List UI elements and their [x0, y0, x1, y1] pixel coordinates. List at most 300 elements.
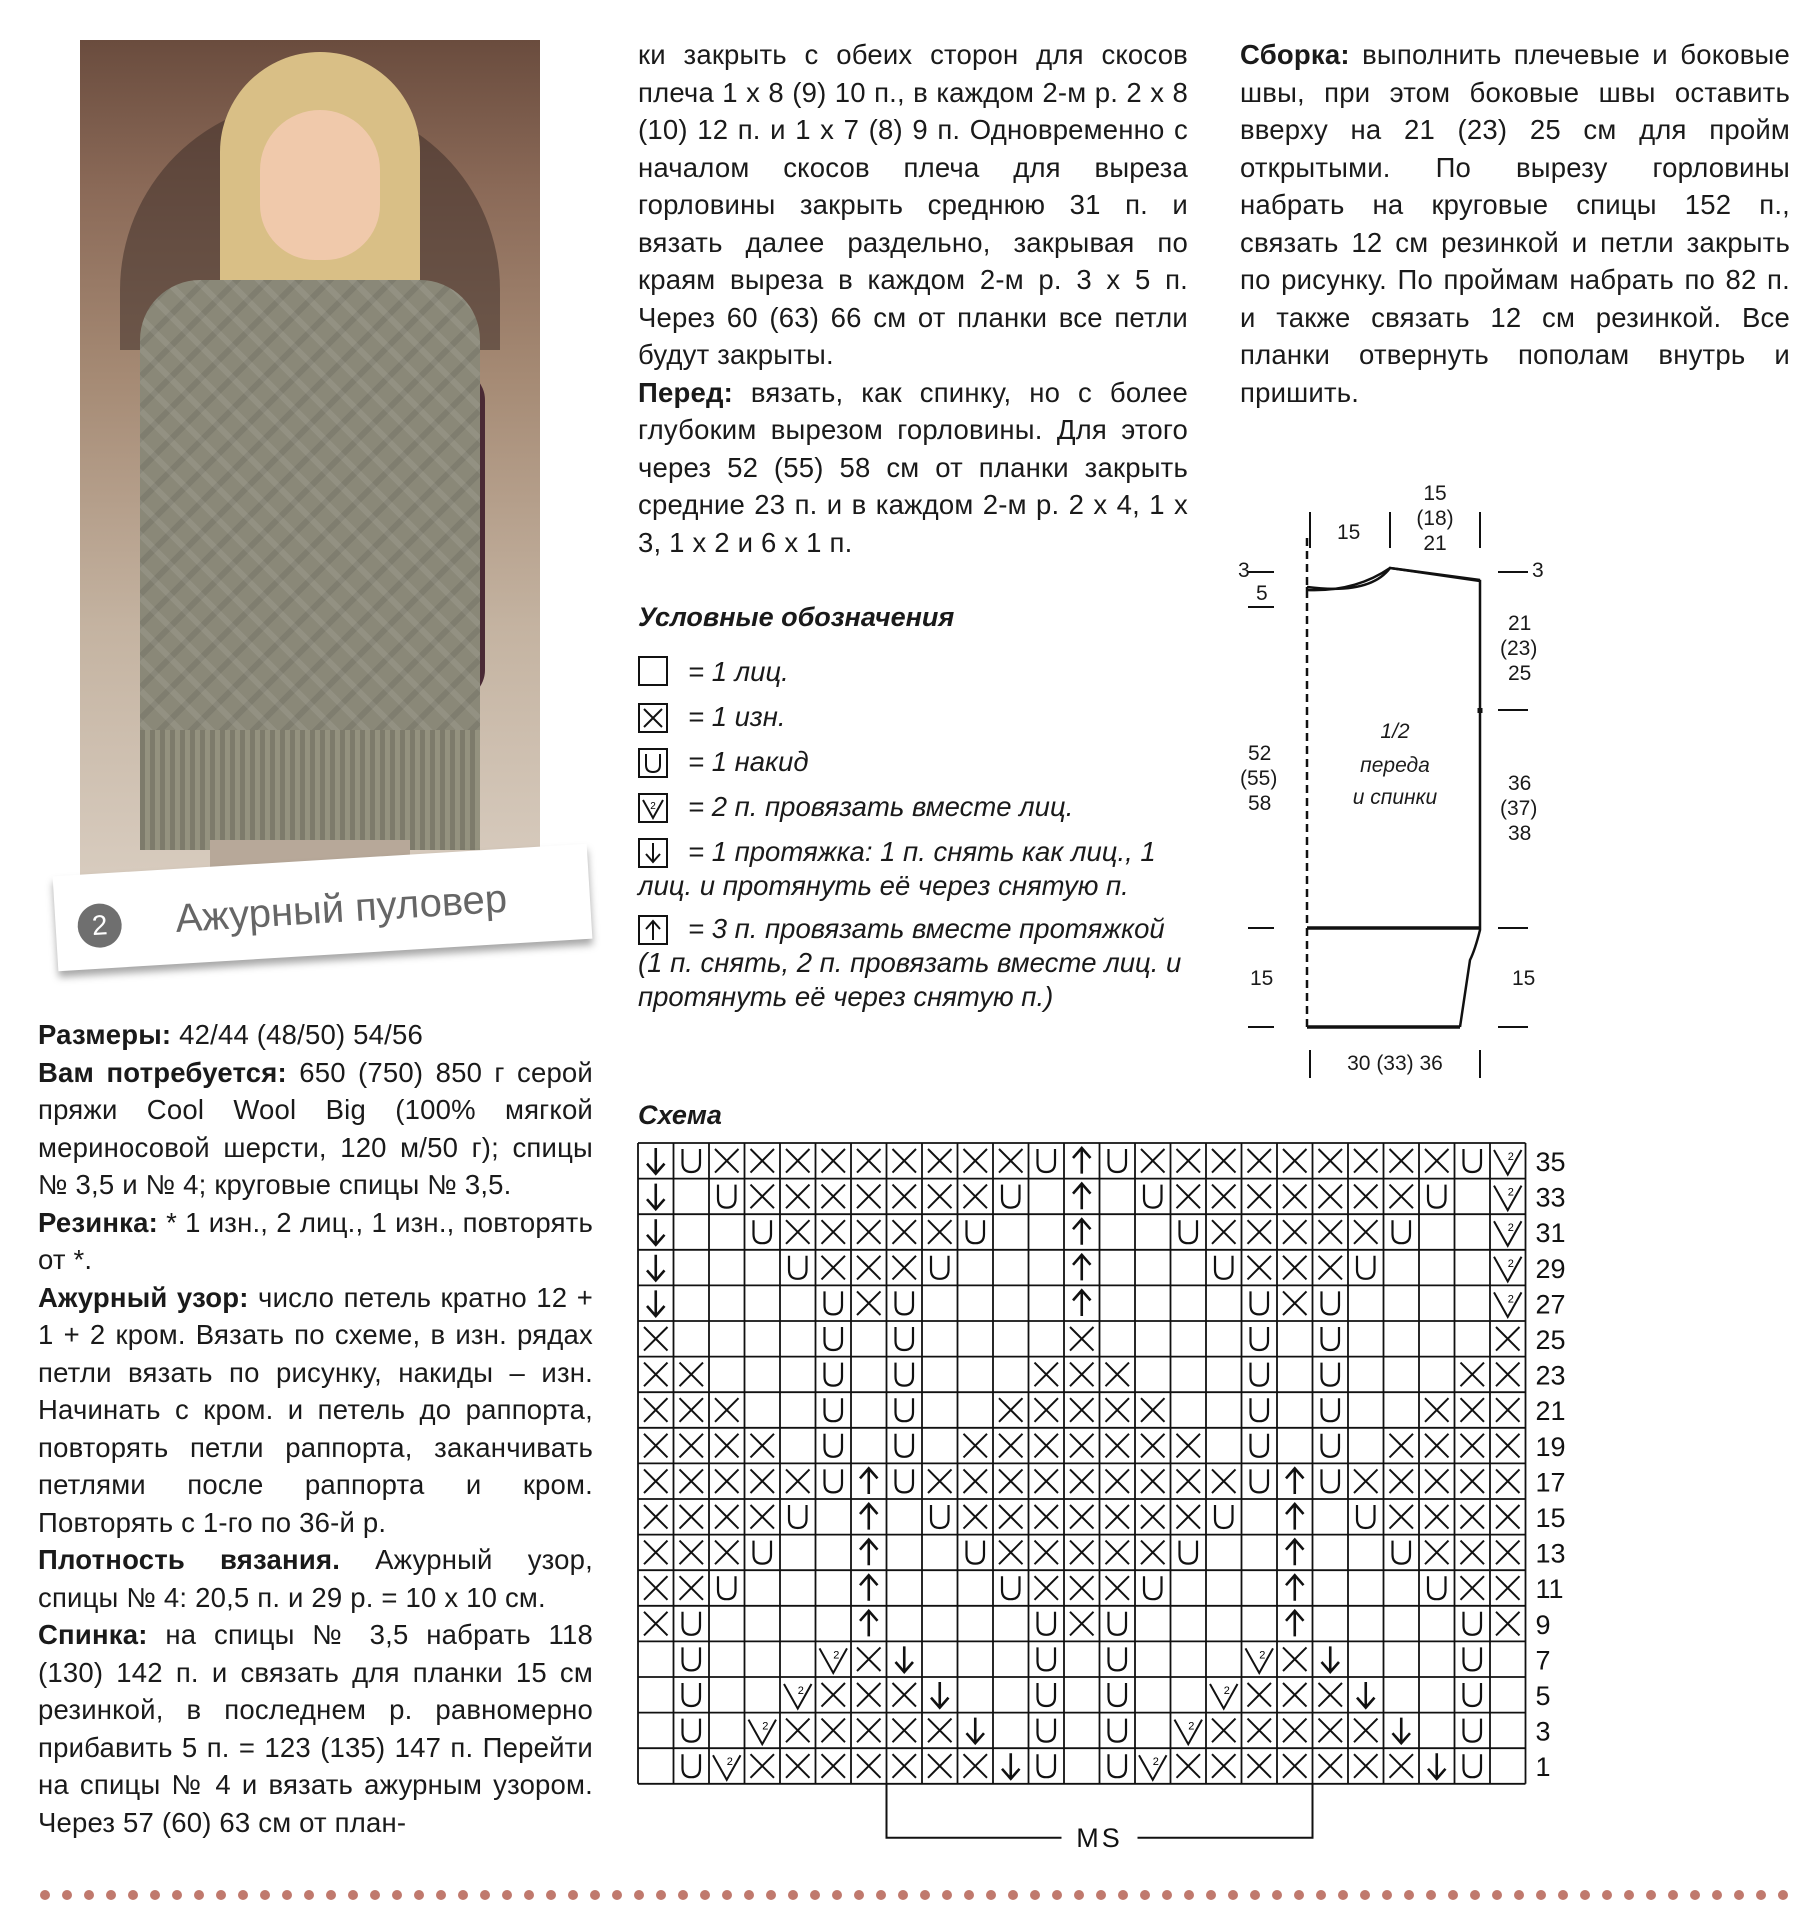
separator-dot: [524, 1890, 534, 1900]
separator-dot: [1338, 1890, 1348, 1900]
purl-mark: [751, 1754, 775, 1778]
pattern-number: 2: [76, 902, 123, 949]
yarn-over-mark: [1464, 1719, 1482, 1742]
separator-dot: [590, 1890, 600, 1900]
k2tog-mark-label: 2: [1223, 1685, 1230, 1697]
pattern-title: Ажурный пуловер: [174, 876, 509, 941]
yarn-over-mark: [1322, 1291, 1340, 1314]
skpo-mark: [647, 1148, 665, 1174]
lace-label: Ажурный узор:: [38, 1281, 249, 1313]
purl-mark: [857, 1256, 881, 1280]
separator-dot: [62, 1890, 72, 1900]
purl-mark: [1496, 1398, 1520, 1422]
separator-dot: [1382, 1890, 1392, 1900]
purl-mark: [1070, 1398, 1094, 1422]
purl-mark: [822, 1683, 846, 1707]
rib-label: Резинка:: [38, 1206, 158, 1238]
separator-dot: [436, 1890, 446, 1900]
k2tog-mark-label: 2: [726, 1756, 733, 1769]
sizes-text: 42/44 (48/50) 54/56: [171, 1019, 423, 1050]
legend-text: = 1 накид: [688, 746, 809, 777]
separator-dot: [1162, 1890, 1172, 1900]
purl-mark: [1248, 1149, 1272, 1173]
yarn-over-mark: [1251, 1398, 1269, 1421]
yarn-over-mark: [683, 1683, 701, 1706]
purl-mark: [644, 1363, 668, 1387]
materials-text: 650 (750) 850 г серой пряжи Cool Wool Big (100% мягкой мериносовой шерсти, 120 м/50 г); спицы № 3,5 и № 4; круговые спицы № 3,5.: [38, 1056, 593, 1200]
yarn-over-mark: [1038, 1647, 1056, 1670]
purl-mark: [964, 1185, 988, 1209]
sk2po-mark: [1286, 1540, 1304, 1566]
sk2po-mark: [860, 1540, 878, 1566]
separator-dot: [1712, 1890, 1722, 1900]
separator-dot: [612, 1890, 622, 1900]
purl-mark: [1425, 1469, 1449, 1493]
purl-mark: [893, 1683, 917, 1707]
purl-mark: [1496, 1327, 1520, 1351]
purl-mark: [999, 1541, 1023, 1565]
purl-mark: [999, 1434, 1023, 1458]
legend-text: = 1 лиц.: [688, 656, 789, 687]
purl-mark: [857, 1683, 881, 1707]
yarn-over-mark: [754, 1220, 772, 1243]
yarn-over-mark: [896, 1434, 914, 1457]
purl-mark: [1319, 1719, 1343, 1743]
front-label: Перед:: [638, 376, 733, 408]
purl-mark: [1354, 1220, 1378, 1244]
purl-mark: [1035, 1398, 1059, 1422]
k2tog-mark-label: 2: [1507, 1257, 1514, 1270]
purl-mark: [644, 1541, 668, 1565]
purl-mark: [786, 1469, 810, 1493]
yarn-over-mark: [1322, 1327, 1340, 1350]
yarn-over-mark: [825, 1434, 843, 1457]
purl-mark: [715, 1505, 739, 1529]
k2tog-mark-label: 2: [762, 1720, 769, 1733]
purl-mark: [1283, 1719, 1307, 1743]
purl-mark: [644, 1576, 668, 1600]
purl-mark: [1106, 1398, 1130, 1422]
chart-row-number: 27: [1535, 1289, 1566, 1320]
purl-mark: [1035, 1541, 1059, 1565]
yarn-over-mark: [931, 1505, 949, 1528]
separator-dot: [106, 1890, 116, 1900]
yarn-over-mark: [1109, 1647, 1127, 1670]
purl-mark: [999, 1469, 1023, 1493]
purl-mark: [1248, 1185, 1272, 1209]
purl-mark: [1177, 1149, 1201, 1173]
purl-mark: [1319, 1683, 1343, 1707]
purl-mark: [1354, 1754, 1378, 1778]
purl-mark: [964, 1149, 988, 1173]
purl-mark: [1212, 1185, 1236, 1209]
purl-mark: [1070, 1469, 1094, 1493]
sk2po-mark: [1286, 1468, 1304, 1494]
purl-mark: [1070, 1505, 1094, 1529]
materials-label: Вам потребуется:: [38, 1056, 287, 1088]
separator-dot: [502, 1890, 512, 1900]
separator-dot: [656, 1890, 666, 1900]
purl-mark: [1212, 1469, 1236, 1493]
skpo-mark: [1322, 1646, 1340, 1672]
separator-dot: [876, 1890, 886, 1900]
purl-mark: [1141, 1505, 1165, 1529]
yarn-over-mark: [1428, 1185, 1446, 1208]
gauge-text: Ажурный узор, спицы № 4: 20,5 п. и 29 р. = 10 х 10 см.: [38, 1544, 593, 1613]
separator-dot: [1316, 1890, 1326, 1900]
purl-mark: [786, 1719, 810, 1743]
dim-bottom-width: 30 (33) 36: [1347, 1052, 1443, 1075]
dim-right-37: (37): [1500, 797, 1538, 820]
dim-left-3: 3: [1238, 559, 1250, 582]
k2tog-mark-label: 2: [1507, 1186, 1514, 1199]
purl-mark: [1141, 1149, 1165, 1173]
yarn-over-mark: [1215, 1256, 1233, 1279]
separator-dot: [920, 1890, 930, 1900]
purl-mark: [680, 1576, 704, 1600]
purl-mark: [680, 1363, 704, 1387]
separator-dot: [568, 1890, 578, 1900]
dim-bottom-right: 15: [1512, 967, 1536, 990]
purl-mark: [1106, 1505, 1130, 1529]
purl-mark: [857, 1754, 881, 1778]
separator-dot: [722, 1890, 732, 1900]
yarn-over-mark: [1109, 1612, 1127, 1635]
yarn-over-mark: [1144, 1576, 1162, 1599]
separator-dot: [1646, 1890, 1656, 1900]
yarn-over-mark: [1038, 1754, 1056, 1777]
assembly-text: выполнить плечевые и боковые швы, при этом боковые швы оставить вверху на 21 (23) 25 см для пройм открытыми. По вырезу горловины набрать на круговые спицы 152 п., связать 12 см резинкой и петли закрыть по рисунку. По проймам набрать по 82 п. и также связать 12 см резинкой. Все планки отвернуть пополам внутрь и пришить.: [1240, 39, 1790, 408]
purl-mark: [1212, 1754, 1236, 1778]
chart-row-number: 9: [1535, 1609, 1551, 1640]
purl-mark: [751, 1149, 775, 1173]
purl-mark: [928, 1719, 952, 1743]
purl-mark: [1070, 1576, 1094, 1600]
purl-mark: [1496, 1434, 1520, 1458]
lace-text: число петель кратно 12 + 1 + 2 кром. Вязать по схеме, в изн. рядах петли вязать по рисунку, накиды – изн. Начинать с кром. и петель до раппорта, повторять петли раппорта, заканчивать петлями после раппорта и кром. Повторять с 1-го по 36-й р.: [38, 1281, 593, 1538]
separator-dot: [1778, 1890, 1788, 1900]
yarn-over-mark: [1251, 1291, 1269, 1314]
purl-mark: [1496, 1469, 1520, 1493]
separator-dot: [766, 1890, 776, 1900]
separator-dot: [1536, 1890, 1546, 1900]
yarn-over-mark: [1464, 1683, 1482, 1706]
yarn-over-mark: [683, 1647, 701, 1670]
purl-mark: [1496, 1612, 1520, 1636]
dim-left-52: 52: [1248, 742, 1272, 765]
yarn-over-mark: [683, 1754, 701, 1777]
purl-mark: [644, 1398, 668, 1422]
yarn-over-mark: [1038, 1683, 1056, 1706]
separator-dot: [1030, 1890, 1040, 1900]
sk2po-mark: [1286, 1611, 1304, 1637]
yarn-over-mark: [1109, 1683, 1127, 1706]
purl-mark: [1425, 1505, 1449, 1529]
purl-mark: [1283, 1256, 1307, 1280]
purl-mark: [1354, 1185, 1378, 1209]
purl-mark: [1425, 1398, 1449, 1422]
rapport-bracket: [1138, 1784, 1313, 1838]
yarn-over-mark: [1251, 1469, 1269, 1492]
purl-mark: [786, 1149, 810, 1173]
purl-mark: [928, 1185, 952, 1209]
yarn-over-mark: [1322, 1469, 1340, 1492]
separator-dot: [128, 1890, 138, 1900]
yarn-over-mark: [1464, 1612, 1482, 1635]
purl-mark: [822, 1220, 846, 1244]
yarn-over-mark: [754, 1541, 772, 1564]
purl-mark: [893, 1719, 917, 1743]
purl-mark: [1212, 1719, 1236, 1743]
purl-mark: [1319, 1256, 1343, 1280]
yarn-over-mark: [1428, 1576, 1446, 1599]
yarn-over-mark: [1251, 1327, 1269, 1350]
purl-mark: [893, 1220, 917, 1244]
purl-mark: [857, 1647, 881, 1671]
separator-dot: [964, 1890, 974, 1900]
chart-row-number: 1: [1535, 1752, 1551, 1783]
separator-dot: [414, 1890, 424, 1900]
chart-row-number: 11: [1535, 1574, 1564, 1605]
dim-left-5: 5: [1256, 582, 1268, 605]
separator-dot: [84, 1890, 94, 1900]
k2tog-mark-label: 2: [833, 1649, 840, 1662]
purl-mark: [644, 1612, 668, 1636]
yarn-over-mark: [683, 1719, 701, 1742]
purl-mark: [964, 1505, 988, 1529]
yarn-over-mark: [825, 1291, 843, 1314]
chart-row-number: 17: [1535, 1467, 1566, 1498]
purl-mark: [893, 1185, 917, 1209]
purl-mark: [715, 1398, 739, 1422]
legend-text: = 3 п. провязать вместе протяжкой (1 п. снять, 2 п. провязать вместе лиц. и протянуть её через снятую п.): [638, 913, 1182, 1012]
yarn-over-mark: [1393, 1220, 1411, 1243]
separator-dot: [1184, 1890, 1194, 1900]
separator-dot: [1404, 1890, 1414, 1900]
yarn-over-mark: [1357, 1505, 1375, 1528]
separator-dot: [1668, 1890, 1678, 1900]
legend-text: = 1 изн.: [688, 701, 786, 732]
separator-dot: [480, 1890, 490, 1900]
separator-dot: [810, 1890, 820, 1900]
separator-dot: [260, 1890, 270, 1900]
chart-row-number: 35: [1535, 1147, 1566, 1177]
purl-mark: [1354, 1149, 1378, 1173]
purl-mark: [1177, 1185, 1201, 1209]
separator-dot: [986, 1890, 996, 1900]
purl-mark: [964, 1754, 988, 1778]
sk2po-mark: [1073, 1148, 1091, 1174]
yarn-over-mark: [896, 1291, 914, 1314]
yarn-over-mark: [718, 1576, 736, 1599]
yarn-over-mark: [1215, 1505, 1233, 1528]
purl-mark: [1177, 1505, 1201, 1529]
skpo-mark: [967, 1718, 985, 1744]
yarn-over-mark: [1038, 1719, 1056, 1742]
assembly-label: Сборка:: [1240, 39, 1350, 70]
purl-mark: [644, 1327, 668, 1351]
purl-mark: [1390, 1434, 1414, 1458]
yarn-over-mark: [1464, 1149, 1482, 1172]
purl-mark: [1425, 1149, 1449, 1173]
purl-mark: [1390, 1505, 1414, 1529]
purl-mark: [893, 1149, 917, 1173]
purl-mark: [857, 1719, 881, 1743]
purl-mark: [1248, 1220, 1272, 1244]
separator-dot: [348, 1890, 358, 1900]
purl-mark: [1177, 1469, 1201, 1493]
yarn-over-mark: [896, 1469, 914, 1492]
purl-mark: [1212, 1220, 1236, 1244]
purl-mark: [1319, 1185, 1343, 1209]
yarn-over-mark: [789, 1256, 807, 1279]
purl-mark: [1461, 1576, 1485, 1600]
skpo-mark: [647, 1219, 665, 1245]
gauge-label: Плотность вязания.: [38, 1544, 341, 1575]
purl-mark: [1461, 1363, 1485, 1387]
dim-right-38: 38: [1508, 822, 1532, 845]
separator-dot: [1250, 1890, 1260, 1900]
purl-mark: [1141, 1434, 1165, 1458]
chart-row-number: 21: [1535, 1396, 1566, 1427]
purl-mark: [1177, 1754, 1201, 1778]
yarn-over-mark: [1109, 1719, 1127, 1742]
purl-mark: [1319, 1754, 1343, 1778]
sizes-label: Размеры:: [38, 1019, 172, 1050]
legend-title: Условные обозначения: [638, 602, 955, 632]
purl-mark: [893, 1256, 917, 1280]
purl-mark: [680, 1505, 704, 1529]
sk2po-mark: [1286, 1575, 1304, 1601]
purl-mark: [1070, 1541, 1094, 1565]
purl-mark: [1425, 1434, 1449, 1458]
purl-mark: [715, 1149, 739, 1173]
dim-right-3: 3: [1532, 559, 1544, 582]
k2tog-mark-label: 2: [1188, 1720, 1195, 1733]
chart-row-number: 15: [1535, 1503, 1566, 1533]
purl-mark: [1283, 1220, 1307, 1244]
yarn-over-mark: [789, 1505, 807, 1528]
purl-mark: [1319, 1149, 1343, 1173]
back-label: Спинка:: [38, 1619, 148, 1650]
k2tog-mark-label: 2: [1507, 1222, 1514, 1235]
separator-dot: [216, 1890, 226, 1900]
purl-mark: [1283, 1647, 1307, 1671]
purl-mark: [1319, 1220, 1343, 1244]
purl-mark: [1106, 1363, 1130, 1387]
purl-mark: [1496, 1576, 1520, 1600]
schema-title: Схема: [638, 1100, 722, 1130]
separator-dot: [1492, 1890, 1502, 1900]
yarn-over-mark: [1322, 1398, 1340, 1421]
separator-dot: [150, 1890, 160, 1900]
purl-mark: [751, 1434, 775, 1458]
rib-text: * 1 изн., 2 лиц., 1 изн., повторять от *.: [38, 1206, 593, 1275]
purl-mark: [822, 1719, 846, 1743]
purl-mark: [1283, 1754, 1307, 1778]
purl-mark: [751, 1469, 775, 1493]
dim-top-left: 15: [1337, 521, 1361, 544]
purl-mark: [928, 1469, 952, 1493]
yarn-over-mark: [1038, 1612, 1056, 1635]
purl-mark: [1390, 1185, 1414, 1209]
purl-mark: [644, 1469, 668, 1493]
dim-right-36: 36: [1508, 772, 1532, 795]
purl-mark: [857, 1291, 881, 1315]
separator-dot: [1448, 1890, 1458, 1900]
purl-mark: [822, 1185, 846, 1209]
purl-mark: [893, 1754, 917, 1778]
front-text: вязать, как спинку, но с более глубоким вырезом горловины. Для этого через 52 (55) 58 см от планки закрыть средние 23 п. и в каждом 2-м р. 2 х 4, 1 х 3, 1 х 2 и 6 х 1 п.: [638, 376, 1188, 558]
purl-mark: [1390, 1754, 1414, 1778]
separator-dot: [700, 1890, 710, 1900]
separator-dot: [1272, 1890, 1282, 1900]
yarn-over-mark: [967, 1541, 985, 1564]
chart-row-number: 31: [1535, 1218, 1566, 1249]
yarn-over-mark: [1002, 1576, 1020, 1599]
skpo-mark: [647, 1184, 665, 1210]
purl-mark: [1106, 1541, 1130, 1565]
yarn-over-mark: [683, 1612, 701, 1635]
purl-mark: [1425, 1541, 1449, 1565]
chart-row-number: 5: [1535, 1681, 1551, 1711]
k2tog-mark-label: 2: [1507, 1151, 1514, 1163]
purl-mark: [999, 1149, 1023, 1173]
sk2po-mark: [860, 1504, 878, 1530]
purl-mark: [1283, 1149, 1307, 1173]
purl-mark: [751, 1505, 775, 1529]
skpo-mark: [647, 1255, 665, 1281]
yarn-over-mark: [1464, 1754, 1482, 1777]
yarn-over-mark: [683, 1149, 701, 1172]
yarn-over-mark: [967, 1220, 985, 1243]
sk2po-mark: [860, 1575, 878, 1601]
purl-mark: [1106, 1434, 1130, 1458]
separator-dot: [1470, 1890, 1480, 1900]
purl-mark: [1248, 1256, 1272, 1280]
purl-mark: [1070, 1363, 1094, 1387]
separator-dot: [1206, 1890, 1216, 1900]
chart-row-number: 29: [1535, 1253, 1566, 1284]
k2tog-mark-label: 2: [797, 1685, 804, 1697]
separator-dot: [1558, 1890, 1568, 1900]
sk2po-mark: [1073, 1255, 1091, 1281]
purl-mark: [1070, 1327, 1094, 1351]
sk2po-mark: [860, 1611, 878, 1637]
legend-text: = 1 протяжка: 1 п. снять как лиц., 1 лиц. и протянуть её через снятую п.: [638, 836, 1156, 901]
dim-left-58: 58: [1248, 792, 1272, 815]
yarn-over-mark: [1038, 1149, 1056, 1172]
separator-dot: [898, 1890, 908, 1900]
diagram-label-1: 1/2: [1380, 720, 1410, 743]
separator-dot: [370, 1890, 380, 1900]
dim-top-right-3: 21: [1423, 532, 1447, 555]
yarn-over-mark: [1109, 1754, 1127, 1777]
purl-mark: [680, 1398, 704, 1422]
purl-mark: [1390, 1149, 1414, 1173]
purl-mark: [715, 1541, 739, 1565]
separator-dot: [282, 1890, 292, 1900]
yarn-over-mark: [1180, 1220, 1198, 1243]
separator-dot: [458, 1890, 468, 1900]
dim-bottom-left: 15: [1250, 967, 1274, 990]
diagram-label-2: переда: [1360, 754, 1430, 777]
purl-mark: [680, 1541, 704, 1565]
yarn-over-mark: [1322, 1363, 1340, 1386]
separator-dot: [1690, 1890, 1700, 1900]
purl-mark: [822, 1256, 846, 1280]
separator-dot: [1008, 1890, 1018, 1900]
